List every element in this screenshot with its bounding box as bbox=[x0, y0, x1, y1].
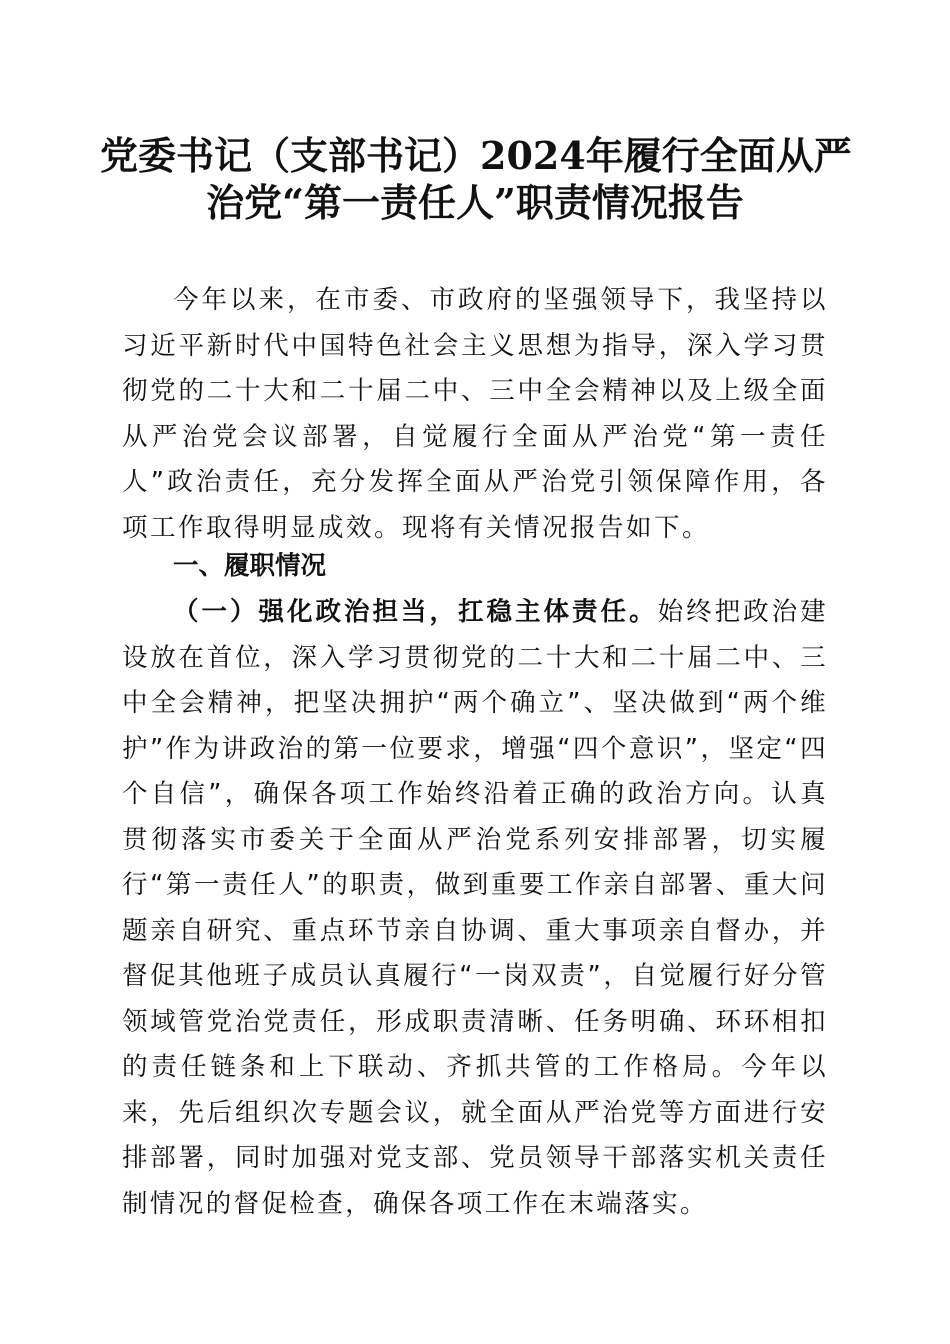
title-line-1: 党委书记（支部书记）2024年履行全面从严 bbox=[100, 133, 852, 178]
document-title bbox=[100, 132, 850, 226]
section-heading-1: 一、履职情况 bbox=[173, 551, 327, 581]
subsection-heading-1: （一）强化政治担当，扛稳主体责任。 bbox=[173, 597, 658, 627]
title-line-2: 治党“第一责任人”职责情况报告 bbox=[206, 180, 744, 225]
intro-paragraph: 今年以来，在市委、市政府的坚强领导下，我坚持以习近平新时代中国特色社会主义思想为指导，深入学习贯彻党的二十大和二十届二中、三中全会精神以及上级全面从严治党会议部署，自觉履行全面从严治党“第一责任人”政治责任，充分发挥全面从严治党引领保障作用，各项工作取得明显成效。现将有关情况报告如下。 bbox=[122, 285, 828, 543]
subsection-body-1: 始终把政治建设放在首位，深入学习贯彻党的二十大和二十届二中、三中全会精神，把坚决拥护“两个确立”、坚决做到“两个维护”作为讲政治的第一位要求，增强“四个意识”，坚定“四个自信”，确保各项工作始终沿着正确的政治方向。认真贯彻落实市委关于全面从严治党系列安排部署，切实履行“第一责任人”的职责，做到重要工作亲自部署、重大问题亲自研究、重点环节亲自协调、重大事项亲自督办，并督促其他班子成员认真履行“一岗双责”，自觉履行好分管领域管党治党责任，形成职责清晰、任务明确、环环相扣的责任链条和上下联动、齐抓共管的工作格局。今年以来，先后组织次专题会议，就全面从严治党等方面进行安排部署，同时加强对党支部、党员领导干部落实机关责任制情况的督促检查，确保各项工作在末端落实。 bbox=[122, 597, 828, 1219]
subsection-paragraph-1 bbox=[122, 590, 828, 1227]
